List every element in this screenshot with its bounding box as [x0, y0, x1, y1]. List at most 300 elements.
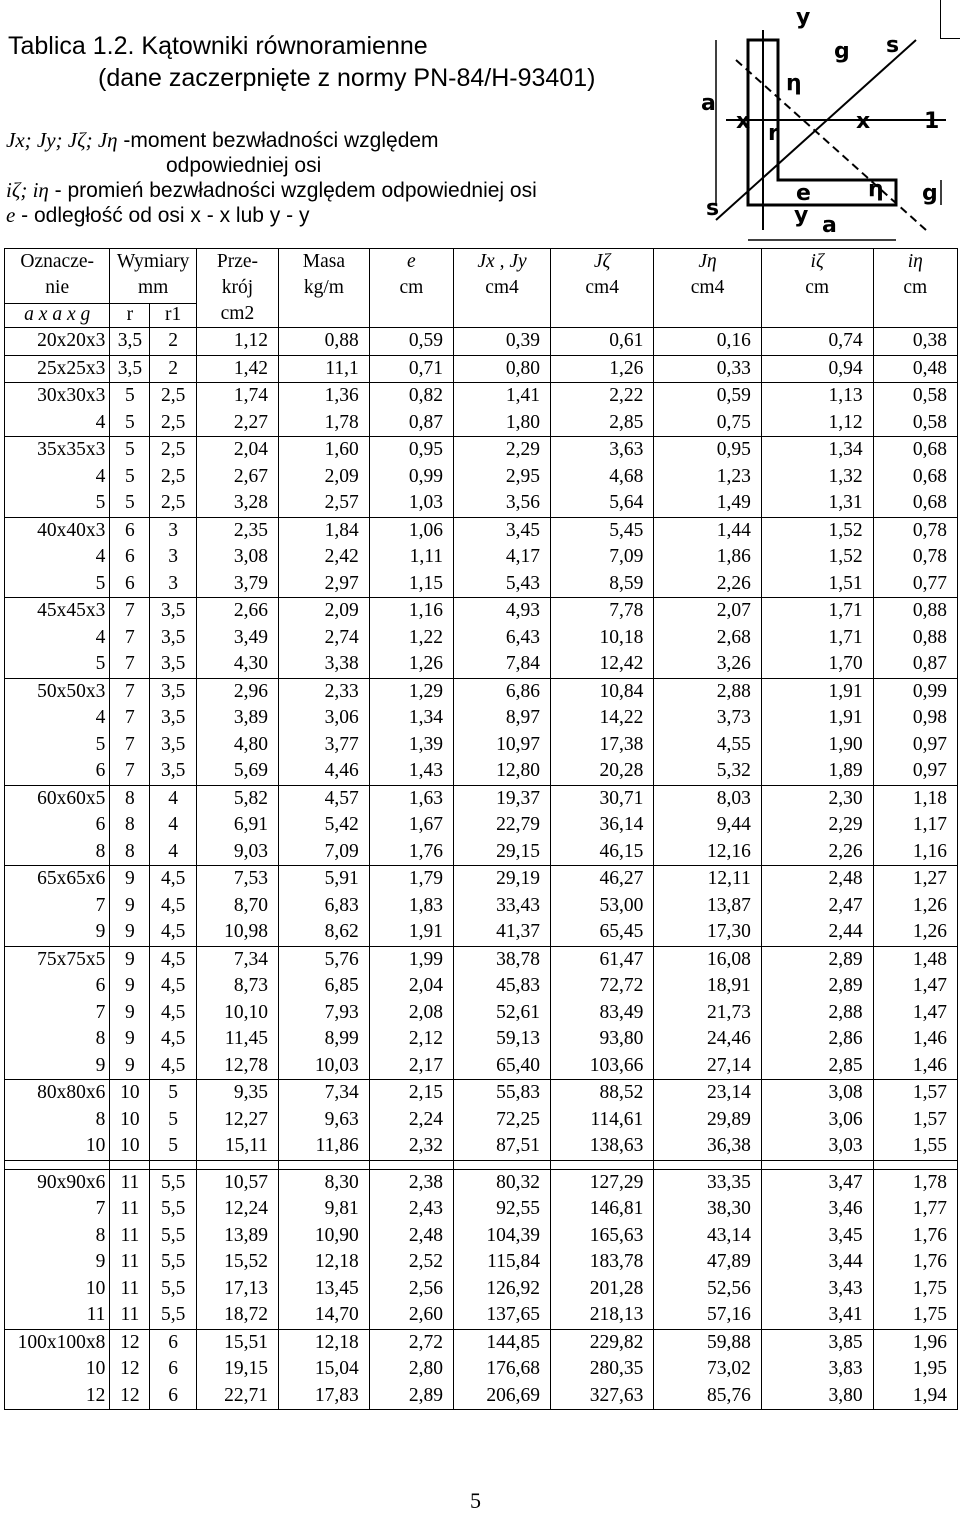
- table-cell: 10,03: [279, 1053, 370, 1080]
- table-row: [5, 705, 958, 732]
- table-cell: 0,68: [873, 464, 957, 491]
- table-cell: 11: [110, 1196, 150, 1223]
- table-cell: 12,80: [454, 758, 551, 785]
- table-cell: 8,30: [279, 1169, 370, 1196]
- table-cell: 9: [5, 1053, 110, 1080]
- table-cell: 183,78: [551, 1249, 654, 1276]
- label-g: g: [834, 39, 850, 64]
- table-cell: 6: [150, 1356, 196, 1383]
- label-g-2: g: [922, 181, 938, 206]
- table-cell: 3,49: [196, 625, 278, 652]
- table-cell: 4,30: [196, 651, 278, 678]
- label-e: e: [796, 181, 811, 206]
- table-cell: 327,63: [551, 1383, 654, 1410]
- table-cell: 2,07: [654, 598, 762, 625]
- table-cell: 1,57: [873, 1080, 957, 1107]
- table-cell: 10,97: [454, 732, 551, 759]
- table-cell: 9: [5, 1249, 110, 1276]
- table-cell: 3,06: [761, 1107, 873, 1134]
- legend-symbol: e: [6, 203, 16, 227]
- title-line-1: Tablica 1.2. Kątowniki równoramienne: [8, 32, 428, 60]
- table-cell: 10,98: [196, 919, 278, 946]
- table-cell: 0,94: [761, 355, 873, 383]
- table-cell: 3,46: [761, 1196, 873, 1223]
- table-cell: 15,11: [196, 1133, 278, 1160]
- table-cell: 9: [110, 893, 150, 920]
- table-cell: 1,29: [369, 678, 453, 705]
- table-cell: 1,18: [873, 785, 957, 812]
- label-y: y: [796, 5, 811, 30]
- angle-sections-table: [4, 248, 958, 1410]
- table-cell: 1,16: [873, 839, 957, 866]
- table-cell: 8: [5, 1223, 110, 1250]
- table-cell: 10: [5, 1133, 110, 1160]
- table-cell: 12,11: [654, 866, 762, 893]
- table-cell: 52,61: [454, 1000, 551, 1027]
- table-cell: 3,56: [454, 490, 551, 517]
- table-cell: 24,46: [654, 1026, 762, 1053]
- table-cell: 50x50x3: [5, 678, 110, 705]
- table-cell: 83,49: [551, 1000, 654, 1027]
- table-cell: 5,76: [279, 946, 370, 973]
- table-cell: 12,16: [654, 839, 762, 866]
- table-cell: 7,53: [196, 866, 278, 893]
- table-cell: 4: [5, 625, 110, 652]
- table-cell: 5,43: [454, 571, 551, 598]
- table-row: [5, 1080, 958, 1107]
- table-cell: 7,34: [196, 946, 278, 973]
- table-cell: 1,91: [761, 705, 873, 732]
- table-cell: 4,5: [150, 893, 196, 920]
- table-cell: 1,95: [873, 1356, 957, 1383]
- table-cell: 8: [5, 1107, 110, 1134]
- table-cell: 1,11: [369, 544, 453, 571]
- table-cell: 10,10: [196, 1000, 278, 1027]
- symbol-legend: [6, 128, 537, 228]
- table-cell: 9,63: [279, 1107, 370, 1134]
- table-cell: 46,15: [551, 839, 654, 866]
- table-cell: 7,34: [279, 1080, 370, 1107]
- header-oznaczenie: Oznacze- nie: [5, 249, 110, 304]
- table-cell: 40x40x3: [5, 517, 110, 544]
- table-cell: 11: [110, 1249, 150, 1276]
- table-cell: 1,76: [873, 1223, 957, 1250]
- table-cell: 2,85: [551, 410, 654, 437]
- table-cell: 3,5: [150, 651, 196, 678]
- table-row: [5, 1329, 958, 1356]
- table-cell: 1,31: [761, 490, 873, 517]
- table-cell: 90x90x6: [5, 1169, 110, 1196]
- table-cell: 25x25x3: [5, 355, 110, 383]
- table-cell: 0,16: [654, 328, 762, 356]
- table-cell: 0,88: [873, 598, 957, 625]
- table-cell: 47,89: [654, 1249, 762, 1276]
- table-cell: 9,03: [196, 839, 278, 866]
- table-cell: 1,49: [654, 490, 762, 517]
- table-cell: 5: [110, 464, 150, 491]
- table-cell: 5: [150, 1080, 196, 1107]
- table-cell: 8,59: [551, 571, 654, 598]
- table-cell: 4: [150, 839, 196, 866]
- table-cell: 4,80: [196, 732, 278, 759]
- table-cell: 229,82: [551, 1329, 654, 1356]
- table-cell: 29,19: [454, 866, 551, 893]
- table-cell: 57,16: [654, 1302, 762, 1329]
- table-cell: 10: [5, 1276, 110, 1303]
- table-cell: 8: [5, 839, 110, 866]
- table-cell: 2,86: [761, 1026, 873, 1053]
- table-cell: 5: [110, 437, 150, 464]
- table-cell: 114,61: [551, 1107, 654, 1134]
- table-cell: 0,97: [873, 732, 957, 759]
- table-cell: 1,12: [196, 328, 278, 356]
- header-r1: r1: [150, 304, 196, 328]
- table-cell: 7: [110, 651, 150, 678]
- table-cell: 8,99: [279, 1026, 370, 1053]
- table-row: [5, 1026, 958, 1053]
- table-cell: 2,72: [369, 1329, 453, 1356]
- table-cell: 1,96: [873, 1329, 957, 1356]
- table-row: [5, 517, 958, 544]
- table-cell: 1,48: [873, 946, 957, 973]
- table-cell: 19,37: [454, 785, 551, 812]
- table-cell: 8,97: [454, 705, 551, 732]
- legend-text: - odległość od osi x - x lub y - y: [15, 204, 310, 227]
- header-przekroj: Prze- krój cm2: [196, 249, 278, 328]
- table-cell: 3,79: [196, 571, 278, 598]
- table-cell: 46,27: [551, 866, 654, 893]
- table-cell: 0,48: [873, 355, 957, 383]
- table-cell: 1,86: [654, 544, 762, 571]
- header-wymiary: Wymiary mm: [110, 249, 196, 304]
- table-cell: 59,13: [454, 1026, 551, 1053]
- table-cell: 0,77: [873, 571, 957, 598]
- table-cell: 3,45: [761, 1223, 873, 1250]
- table-cell: 19,15: [196, 1356, 278, 1383]
- table-cell: 16,08: [654, 946, 762, 973]
- table-cell: 5,69: [196, 758, 278, 785]
- table-cell: 15,04: [279, 1356, 370, 1383]
- table-cell: 6,83: [279, 893, 370, 920]
- table-cell: 1,26: [369, 651, 453, 678]
- table-cell: 3,41: [761, 1302, 873, 1329]
- table-cell: 3,5: [150, 705, 196, 732]
- table-cell: 2,38: [369, 1169, 453, 1196]
- table-cell: 100x100x8: [5, 1329, 110, 1356]
- table-cell: 2,88: [761, 1000, 873, 1027]
- table-cell: 2,56: [369, 1276, 453, 1303]
- table-cell: 2,47: [761, 893, 873, 920]
- table-cell: 8,73: [196, 973, 278, 1000]
- table-cell: 2,97: [279, 571, 370, 598]
- table-row: [5, 410, 958, 437]
- table-cell: 9: [110, 866, 150, 893]
- table-row: [5, 437, 958, 464]
- table-cell: 104,39: [454, 1223, 551, 1250]
- table-cell: 33,43: [454, 893, 551, 920]
- table-cell: 7,84: [454, 651, 551, 678]
- table-cell: 12: [110, 1356, 150, 1383]
- table-cell: 36,38: [654, 1133, 762, 1160]
- table-cell: 15,51: [196, 1329, 278, 1356]
- table-cell: 73,02: [654, 1356, 762, 1383]
- table-cell: 20x20x3: [5, 328, 110, 356]
- table-cell: 30,71: [551, 785, 654, 812]
- table-cell: 1,43: [369, 758, 453, 785]
- table-cell: 3,5: [110, 355, 150, 383]
- legend-row-moment-cont: [6, 153, 537, 178]
- table-cell: 43,14: [654, 1223, 762, 1250]
- table-cell: 11: [110, 1169, 150, 1196]
- table-cell: 1,76: [369, 839, 453, 866]
- table-cell: 2,96: [196, 678, 278, 705]
- table-cell: 2,44: [761, 919, 873, 946]
- header-jx-jy: Jx , Jy cm4: [454, 249, 551, 328]
- table-cell: 3,03: [761, 1133, 873, 1160]
- table-cell: 60x60x5: [5, 785, 110, 812]
- table-cell: 9: [5, 919, 110, 946]
- table-cell: 1,44: [654, 517, 762, 544]
- table-cell: 3,85: [761, 1329, 873, 1356]
- table-cell: 3,06: [279, 705, 370, 732]
- table-cell: 12,18: [279, 1329, 370, 1356]
- table-cell: 52,56: [654, 1276, 762, 1303]
- table-cell: 2: [150, 328, 196, 356]
- table-cell: 21,73: [654, 1000, 762, 1027]
- table-cell: 2,09: [279, 464, 370, 491]
- table-cell: 38,30: [654, 1196, 762, 1223]
- table-cell: 2,89: [369, 1383, 453, 1410]
- table-cell: 6: [5, 973, 110, 1000]
- table-row: [5, 1133, 958, 1160]
- table-cell: 14,22: [551, 705, 654, 732]
- table-cell: 12,78: [196, 1053, 278, 1080]
- table-cell: 36,14: [551, 812, 654, 839]
- table-cell: 6,43: [454, 625, 551, 652]
- table-cell: 0,88: [873, 625, 957, 652]
- label-1: 1: [924, 109, 940, 134]
- table-row: [5, 1107, 958, 1134]
- table-cell: 5,5: [150, 1223, 196, 1250]
- table-cell: 2,60: [369, 1302, 453, 1329]
- table-cell: 85,76: [654, 1383, 762, 1410]
- table-cell: 5,5: [150, 1302, 196, 1329]
- table-cell: 4: [150, 785, 196, 812]
- table-cell: 11: [5, 1302, 110, 1329]
- table-cell: 10: [110, 1080, 150, 1107]
- table-cell: 0,75: [654, 410, 762, 437]
- table-cell: 1,03: [369, 490, 453, 517]
- table-cell: 92,55: [454, 1196, 551, 1223]
- table-cell: 8,62: [279, 919, 370, 946]
- table-cell: 1,47: [873, 1000, 957, 1027]
- table-cell: 15,52: [196, 1249, 278, 1276]
- table-cell: 5,32: [654, 758, 762, 785]
- table-cell: 3,08: [196, 544, 278, 571]
- table-cell: 10: [5, 1356, 110, 1383]
- table-cell: 0,38: [873, 328, 957, 356]
- table-cell: 1,32: [761, 464, 873, 491]
- table-cell: 1,51: [761, 571, 873, 598]
- table-cell: 0,87: [873, 651, 957, 678]
- angle-section-diagram: [696, 0, 960, 248]
- table-cell: 0,61: [551, 328, 654, 356]
- table-cell: 165,63: [551, 1223, 654, 1250]
- page-number: 5: [470, 1488, 481, 1513]
- table-cell: 13,89: [196, 1223, 278, 1250]
- table-row: [5, 732, 958, 759]
- table-cell: 2,48: [369, 1223, 453, 1250]
- table-cell: 115,84: [454, 1249, 551, 1276]
- table-cell: 7: [5, 893, 110, 920]
- table-cell: 55,83: [454, 1080, 551, 1107]
- header-r: r: [110, 304, 150, 328]
- table-cell: 1,26: [551, 355, 654, 383]
- table-cell: 4,55: [654, 732, 762, 759]
- table-cell: 9,35: [196, 1080, 278, 1107]
- label-a-2: a: [822, 213, 837, 238]
- table-cell: 2,27: [196, 410, 278, 437]
- legend-text: odpowiedniej osi: [166, 154, 322, 177]
- table-cell: 2: [150, 355, 196, 383]
- table-cell: 1,84: [279, 517, 370, 544]
- table-cell: 1,80: [454, 410, 551, 437]
- table-cell: 38,78: [454, 946, 551, 973]
- table-cell: 93,80: [551, 1026, 654, 1053]
- table-cell: 2,5: [150, 437, 196, 464]
- table-cell: 5,91: [279, 866, 370, 893]
- table-cell: 2,89: [761, 973, 873, 1000]
- table-cell: 3: [150, 517, 196, 544]
- table-cell: 6: [150, 1329, 196, 1356]
- table-cell: 3,43: [761, 1276, 873, 1303]
- table-cell: 11: [110, 1302, 150, 1329]
- label-eta-2: η: [868, 177, 884, 202]
- table-row: [5, 785, 958, 812]
- table-cell: 2,29: [761, 812, 873, 839]
- table-cell: 5,64: [551, 490, 654, 517]
- table-cell: 2,32: [369, 1133, 453, 1160]
- table-cell: 0,99: [369, 464, 453, 491]
- title-line-2: (dane zaczerpnięte z normy PN-84/H-93401): [98, 64, 596, 92]
- table-cell: 137,65: [454, 1302, 551, 1329]
- table-cell: 4: [5, 544, 110, 571]
- table-cell: 1,16: [369, 598, 453, 625]
- table-cell: 7,09: [279, 839, 370, 866]
- table-cell: 5: [110, 490, 150, 517]
- table-cell: 1,76: [873, 1249, 957, 1276]
- table-cell: 35x35x3: [5, 437, 110, 464]
- table-cell: 10,18: [551, 625, 654, 652]
- header-masa: Masa kg/m: [279, 249, 370, 328]
- table-cell: 3,5: [150, 678, 196, 705]
- table-cell: 9: [110, 1000, 150, 1027]
- table-cell: 4,5: [150, 946, 196, 973]
- table-cell: 4,5: [150, 973, 196, 1000]
- table-cell: 4,5: [150, 1000, 196, 1027]
- table-cell: 29,89: [654, 1107, 762, 1134]
- table-cell: 1,15: [369, 571, 453, 598]
- table-cell: 1,75: [873, 1302, 957, 1329]
- table-cell: 3: [150, 571, 196, 598]
- table-row: [5, 1000, 958, 1027]
- table-cell: 9: [110, 1053, 150, 1080]
- table-cell: 59,88: [654, 1329, 762, 1356]
- table-cell: 1,63: [369, 785, 453, 812]
- table-cell: 6: [5, 758, 110, 785]
- legend-symbol: iζ; iη: [6, 178, 49, 202]
- table-cell: 7: [110, 625, 150, 652]
- label-x-left: x: [736, 109, 751, 134]
- table-cell: 20,28: [551, 758, 654, 785]
- table-cell: 6,91: [196, 812, 278, 839]
- label-r: r: [768, 121, 779, 146]
- table-cell: 0,58: [873, 383, 957, 410]
- table-cell: 2,22: [551, 383, 654, 410]
- table-cell: 2,52: [369, 1249, 453, 1276]
- table-cell: 6: [110, 544, 150, 571]
- table-cell: 7: [110, 705, 150, 732]
- table-cell: 1,75: [873, 1276, 957, 1303]
- table-cell: 3,77: [279, 732, 370, 759]
- table-row: [5, 651, 958, 678]
- table-cell: 280,35: [551, 1356, 654, 1383]
- table-row: [5, 1383, 958, 1410]
- legend-row-radius: [6, 178, 537, 203]
- table-cell: 5: [5, 651, 110, 678]
- table-row: [5, 919, 958, 946]
- table-cell: 2,67: [196, 464, 278, 491]
- table-cell: 6: [5, 812, 110, 839]
- table-cell: 4: [5, 410, 110, 437]
- header-i-zeta: iζ cm: [761, 249, 873, 328]
- table-cell: 0,68: [873, 437, 957, 464]
- spacer-row: [5, 1160, 958, 1169]
- label-x-right: x: [856, 109, 871, 134]
- table-row: [5, 464, 958, 491]
- table-cell: 7,78: [551, 598, 654, 625]
- table-header: [5, 249, 958, 328]
- table-cell: 3,26: [654, 651, 762, 678]
- table-cell: 0,68: [873, 490, 957, 517]
- table-cell: 4,46: [279, 758, 370, 785]
- table-cell: 3,5: [150, 732, 196, 759]
- table-cell: 2,35: [196, 517, 278, 544]
- table-cell: 13,45: [279, 1276, 370, 1303]
- legend-text: - promień bezwładności względem odpowiedniej osi: [48, 179, 537, 202]
- table-cell: 1,91: [369, 919, 453, 946]
- table-cell: 17,30: [654, 919, 762, 946]
- table-cell: 4,57: [279, 785, 370, 812]
- table-cell: 9: [110, 1026, 150, 1053]
- table-cell: 5: [110, 410, 150, 437]
- table-cell: 3,83: [761, 1356, 873, 1383]
- table-cell: 2,5: [150, 464, 196, 491]
- table-cell: 6,86: [454, 678, 551, 705]
- table-row: [5, 973, 958, 1000]
- table-cell: 22,71: [196, 1383, 278, 1410]
- table-cell: 1,74: [196, 383, 278, 410]
- table-cell: 5: [5, 732, 110, 759]
- table-cell: 17,13: [196, 1276, 278, 1303]
- legend-row-distance: [6, 203, 537, 228]
- table-cell: 1,22: [369, 625, 453, 652]
- table-cell: 11,45: [196, 1026, 278, 1053]
- table-cell: 1,71: [761, 598, 873, 625]
- table-cell: 12,27: [196, 1107, 278, 1134]
- header-j-zeta: Jζ cm4: [551, 249, 654, 328]
- table-cell: 2,80: [369, 1356, 453, 1383]
